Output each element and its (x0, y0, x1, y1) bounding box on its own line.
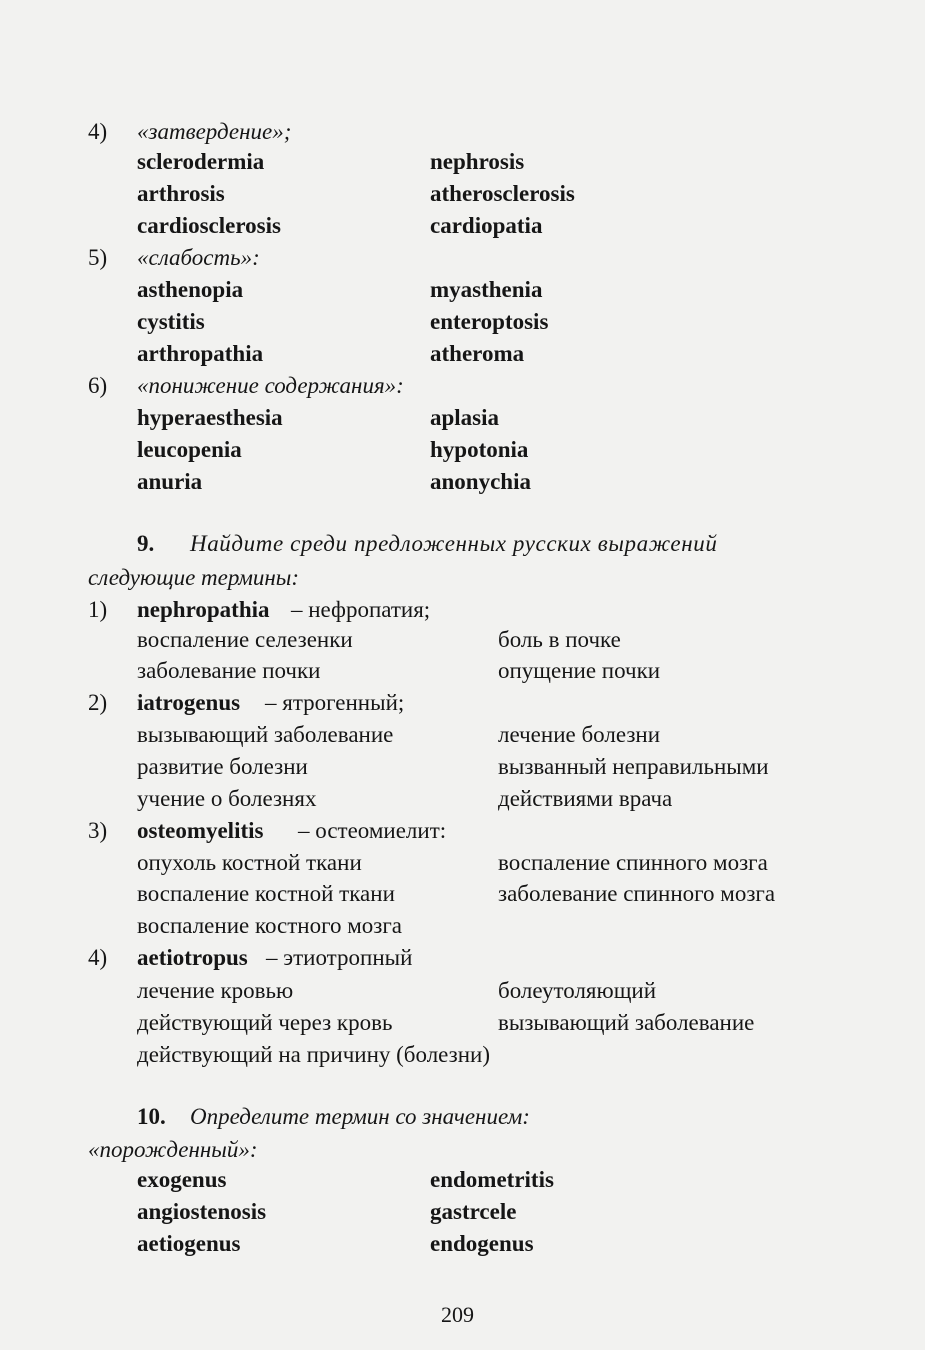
term-left: cardiosclerosis (137, 213, 281, 238)
item-term: iatrogenus (137, 690, 241, 715)
option-right: воспаление спинного мозга (498, 850, 768, 875)
item-translation: – нефропатия; (291, 597, 431, 622)
option-left: заболевание почки (137, 658, 321, 683)
option-right: действиями врача (498, 786, 673, 811)
term-right: endometritis (430, 1167, 554, 1192)
term-right: endogenus (430, 1231, 534, 1256)
option-right: вызывающий заболевание (498, 1010, 755, 1035)
item-term: osteomyelitis (137, 818, 264, 843)
term-left: aetiogenus (137, 1231, 241, 1256)
term-right: anonychia (430, 469, 531, 494)
option-right: боль в почке (498, 627, 621, 652)
item-term: nephropathia (137, 597, 270, 622)
option-right: лечение болезни (498, 722, 661, 747)
task-10-number: 10. (137, 1104, 166, 1129)
option-right: заболевание спинного мозга (498, 881, 776, 906)
task-9-number: 9. (137, 531, 155, 556)
term-right: atheroma (430, 341, 525, 366)
task-10-title-line1: Определите термин со значением: (190, 1104, 530, 1129)
group-6-label: «понижение содержания»: (137, 373, 404, 398)
option-left: действующий через кровь (137, 1010, 393, 1035)
group-6-number: 6) (88, 373, 108, 398)
option-left: учение о болезнях (137, 786, 317, 811)
term-left: sclerodermia (137, 149, 265, 174)
option-left: воспаление костной ткани (137, 881, 395, 906)
term-left: exogenus (137, 1167, 227, 1192)
group-5-number: 5) (88, 245, 108, 270)
term-left: angiostenosis (137, 1199, 267, 1224)
item-translation: – этиотропный (266, 945, 413, 970)
term-left: arthropathia (137, 341, 264, 366)
task-9-title-line1: Найдите среди предложенных русских выражений (190, 531, 718, 556)
task-9-title-line2: следующие термины: (88, 565, 300, 590)
option-left: действующий на причину (болезни) (137, 1042, 491, 1067)
option-left: вызывающий заболевание (137, 722, 394, 747)
option-left: опухоль костной ткани (137, 850, 362, 875)
term-left: cystitis (137, 309, 205, 334)
item-translation: – ятрогенный; (265, 690, 405, 715)
option-right: опущение почки (498, 658, 661, 683)
term-right: nephrosis (430, 149, 525, 174)
item-number: 3) (88, 818, 108, 843)
item-term: aetiotropus (137, 945, 248, 970)
group-4-number: 4) (88, 119, 108, 144)
item-number: 4) (88, 945, 108, 970)
term-right: enteroptosis (430, 309, 549, 334)
option-left: лечение кровью (137, 978, 294, 1003)
term-right: cardiopatia (430, 213, 543, 238)
term-right: gastrcele (430, 1199, 517, 1224)
task-10-title-line2: «порожденный»: (88, 1137, 258, 1162)
term-right: aplasia (430, 405, 500, 430)
term-right: myasthenia (430, 277, 543, 302)
term-left: leucopenia (137, 437, 242, 462)
term-right: atherosclerosis (430, 181, 575, 206)
group-4-label: «затвердение»; (137, 119, 292, 144)
option-right: болеутоляющий (498, 978, 657, 1003)
term-left: asthenopia (137, 277, 244, 302)
page-number: 209 (441, 1302, 474, 1327)
option-right: вызванный неправильными (498, 754, 769, 779)
term-right: hypotonia (430, 437, 529, 462)
option-left: развитие болезни (137, 754, 308, 779)
term-left: arthrosis (137, 181, 225, 206)
option-left: воспаление селезенки (137, 627, 353, 652)
option-left: воспаление костного мозга (137, 913, 403, 938)
item-number: 2) (88, 690, 108, 715)
term-left: hyperaesthesia (137, 405, 283, 430)
item-translation: – остеомиелит: (298, 818, 447, 843)
item-number: 1) (88, 597, 108, 622)
group-5-label: «слабость»: (137, 245, 260, 270)
term-left: anuria (137, 469, 203, 494)
